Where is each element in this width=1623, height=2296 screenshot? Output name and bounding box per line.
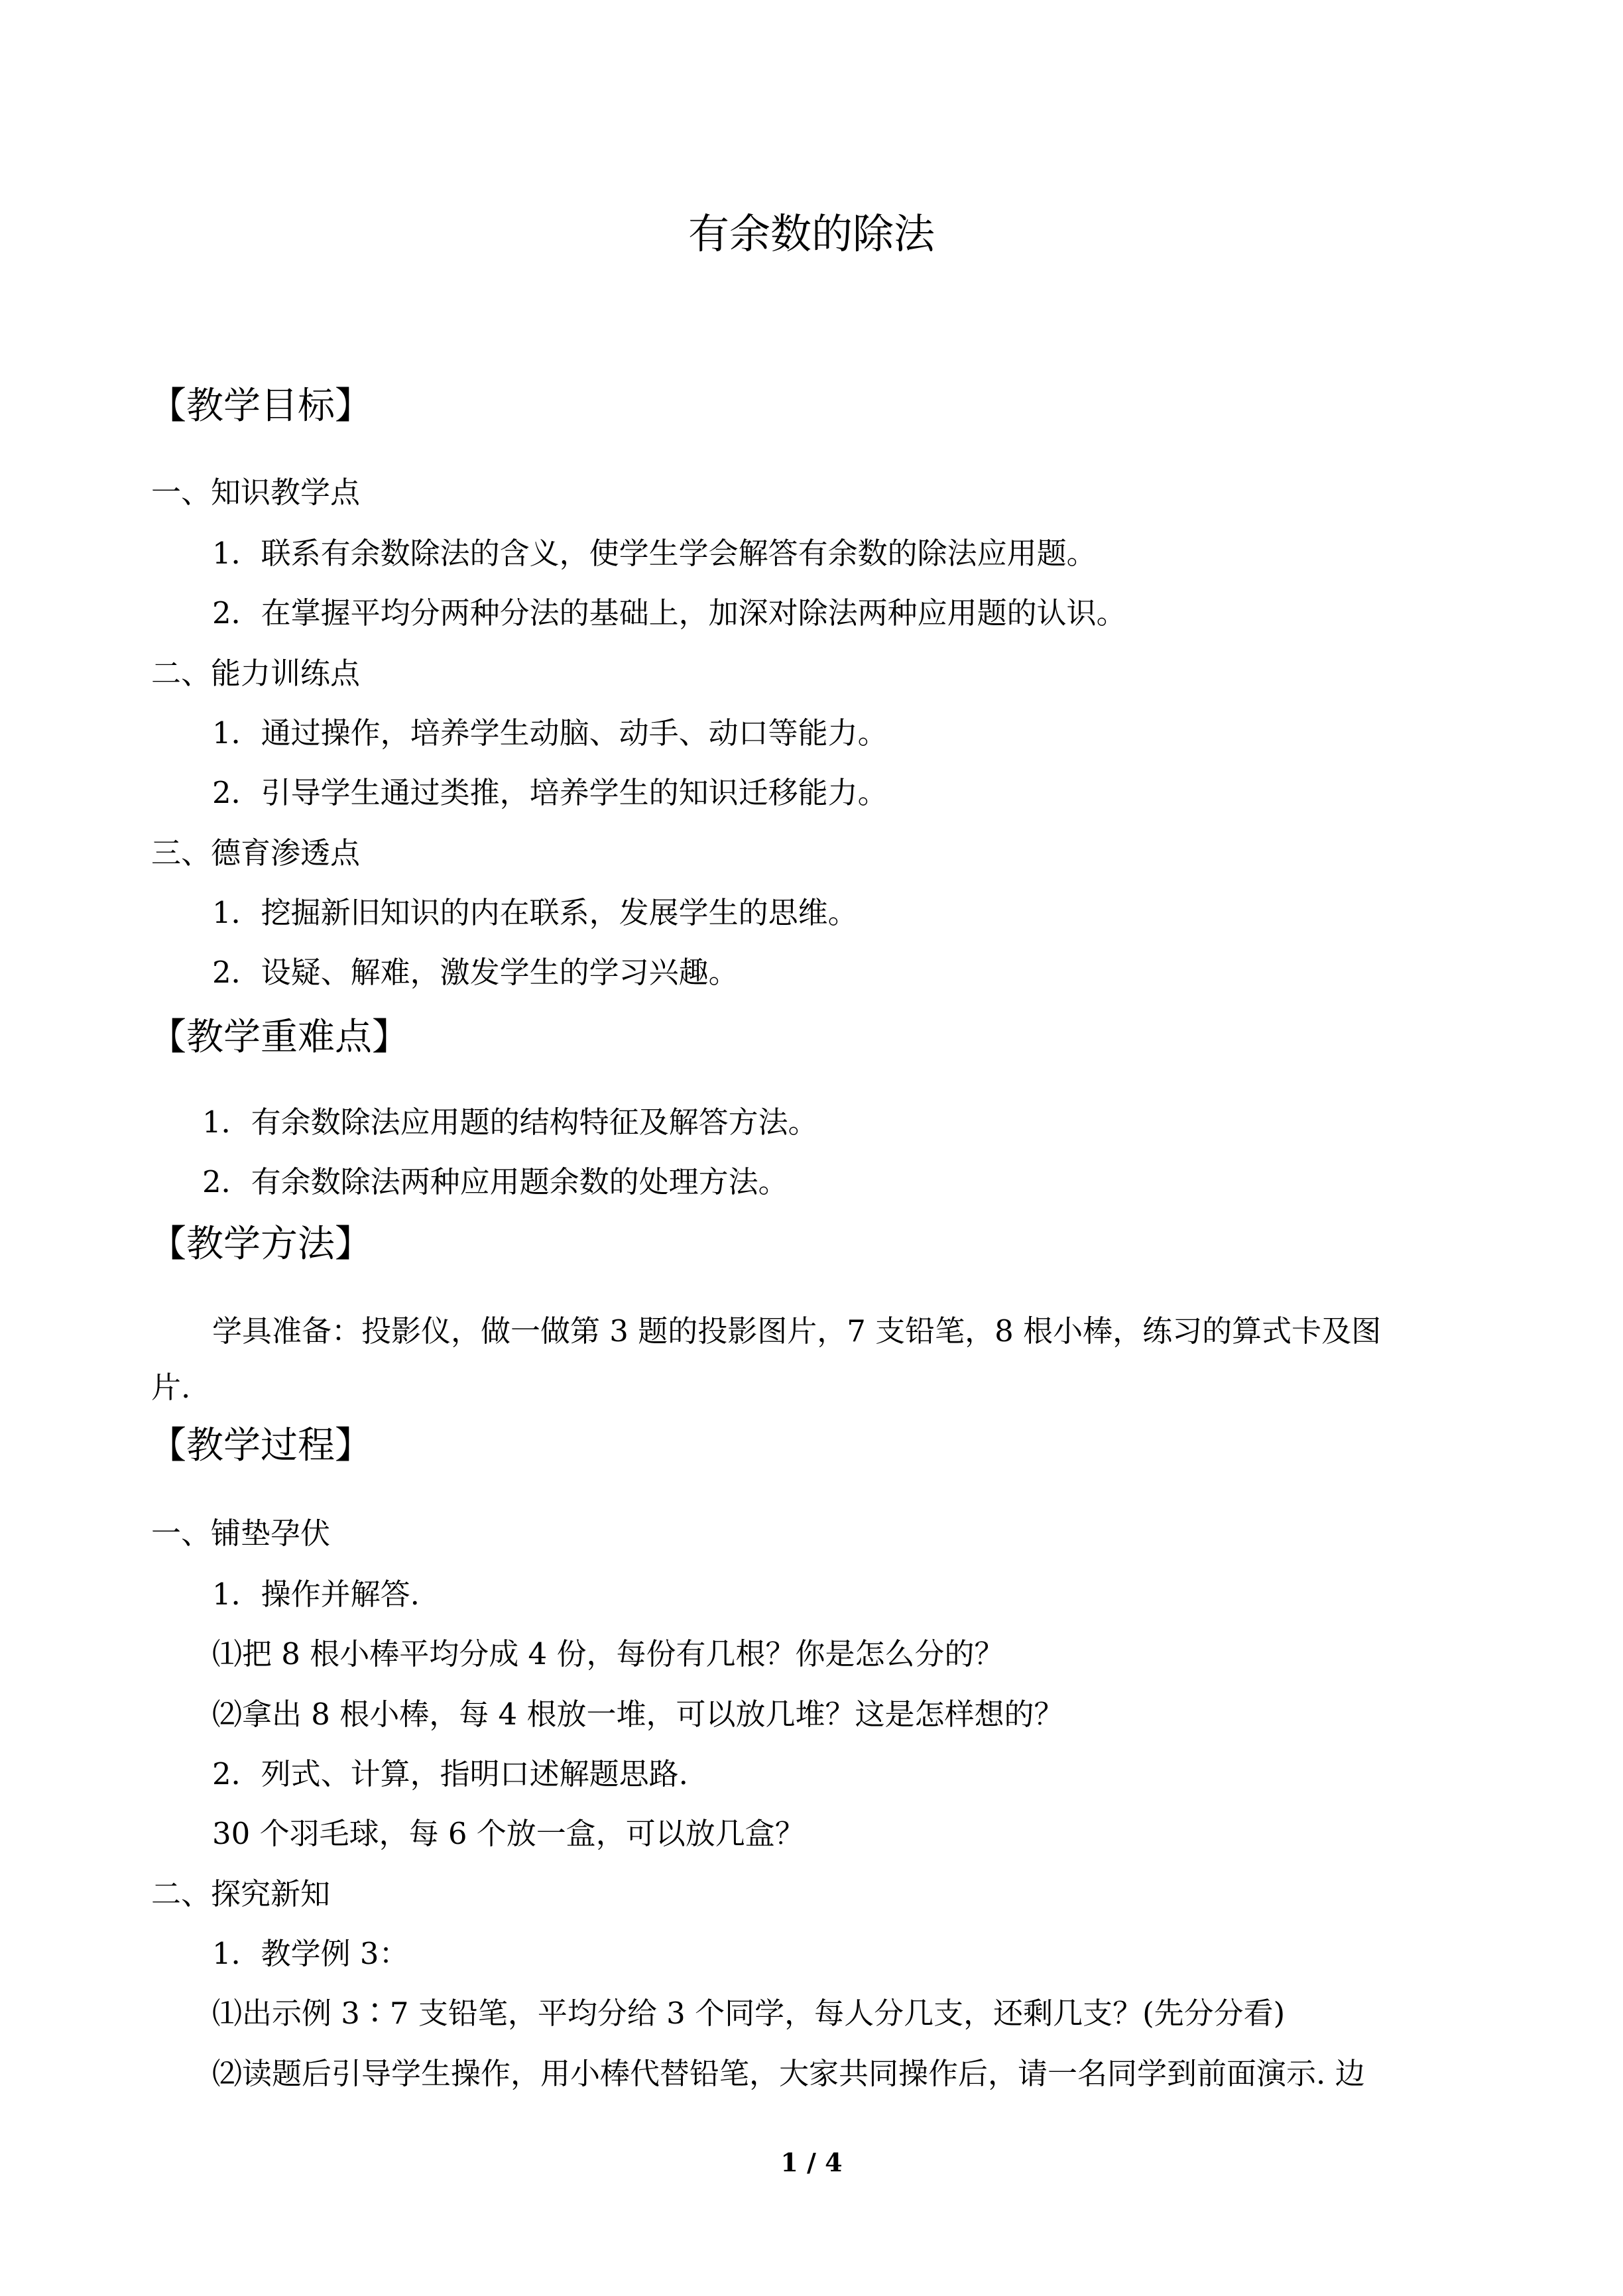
process-subitem: ⑴出示例 3∶7 支铅笔，平均分给 3 个同学，每人分几支，还剩几支？(先分分看) — [212, 1996, 1286, 2031]
process-heading-1: 一、铺垫孕伏 — [151, 1516, 331, 1551]
process-subitem: ⑴把 8 根小棒平均分成 4 份，每份有几根？你是怎么分的？ — [212, 1636, 1004, 1671]
process-heading-2: 二、探究新知 — [151, 1876, 331, 1911]
goal-item: 2．在掌握平均分两种分法的基础上，加深对除法两种应用题的认识。 — [212, 595, 1126, 631]
page-title: 有余数的除法 — [688, 210, 935, 258]
goal-item: 1．挖掘新旧知识的内在联系，发展学生的思维。 — [212, 895, 858, 930]
process-item: 2．列式、计算，指明口述解题思路. — [212, 1756, 688, 1791]
section-heading-process: 【教学过程】 — [149, 1424, 372, 1467]
process-subitem: ⑵读题后引导学生操作，用小棒代替铅笔，大家共同操作后，请一名同学到前面演示. 边 — [212, 2056, 1365, 2091]
key-item: 2．有余数除法两种应用题余数的处理方法。 — [202, 1164, 788, 1199]
goal-heading-1: 一、知识教学点 — [151, 475, 361, 510]
goal-item: 2．引导学生通过类推，培养学生的知识迁移能力。 — [212, 775, 888, 810]
goal-item: 1．通过操作，培养学生动脑、动手、动口等能力。 — [212, 715, 888, 751]
goal-heading-3: 三、德育渗透点 — [151, 835, 361, 871]
key-item: 1．有余数除法应用题的结构特征及解答方法。 — [202, 1105, 818, 1140]
section-heading-goals: 【教学目标】 — [149, 385, 372, 428]
method-paragraph-line: 片. — [151, 1370, 191, 1405]
section-heading-key: 【教学重难点】 — [149, 1016, 409, 1059]
process-item: 1．教学例 3： — [212, 1936, 409, 1971]
page-number: 1 / 4 — [780, 2147, 843, 2177]
process-subitem: ⑵拿出 8 根小棒，每 4 根放一堆，可以放几堆？这是怎样想的？ — [212, 1697, 1064, 1732]
section-heading-method: 【教学方法】 — [149, 1223, 372, 1266]
goal-heading-2: 二、能力训练点 — [151, 656, 361, 691]
goal-item: 2．设疑、解难，激发学生的学习兴趣。 — [212, 955, 739, 990]
process-item: 1．操作并解答. — [212, 1577, 420, 1612]
method-paragraph-line: 学具准备：投影仪，做一做第 3 题的投影图片，7 支铅笔，8 根小棒，练习的算式卡及图 — [212, 1313, 1382, 1349]
goal-item: 1．联系有余数除法的含义，使学生学会解答有余数的除法应用题。 — [212, 536, 1097, 571]
process-subitem: 30 个羽毛球，每 6 个放一盒，可以放几盒？ — [212, 1816, 805, 1851]
